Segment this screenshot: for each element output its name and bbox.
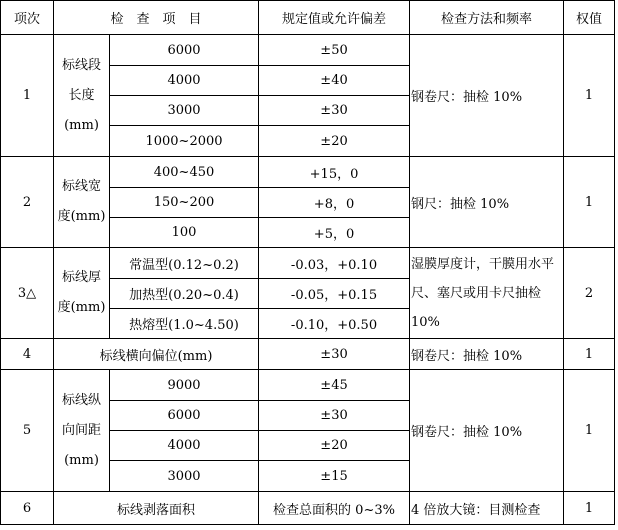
table-row: [1, 35, 615, 66]
sub-item: 常温型(0.12~0.2): [110, 248, 259, 279]
sub-spec: ±30: [259, 96, 410, 126]
sub-spec: ±40: [259, 66, 410, 96]
row-index: 5: [1, 370, 54, 492]
row-weight: 1: [564, 492, 615, 525]
row-weight: 1: [564, 35, 615, 157]
row-method: 钢卷尺：抽检 10%: [410, 339, 564, 370]
table-row: [1, 248, 615, 279]
row-index: 3△: [1, 248, 54, 339]
row-spec: ±30: [259, 339, 410, 370]
sub-spec: ±15: [259, 461, 410, 492]
sub-item: 4000: [110, 66, 259, 96]
row-spec: 检查总面积的 0~3%: [259, 492, 410, 525]
row-weight: 2: [564, 248, 615, 339]
sub-spec: ±50: [259, 35, 410, 66]
sub-spec: ±20: [259, 126, 410, 157]
row-method: 4 倍放大镜：目测检查: [410, 492, 564, 525]
sub-spec: -0.05，+0.15: [259, 279, 410, 309]
row-weight: 1: [564, 370, 615, 492]
sub-item: 3000: [110, 461, 259, 492]
sub-item: 4000: [110, 431, 259, 461]
sub-item: 6000: [110, 401, 259, 431]
sub-item: 6000: [110, 35, 259, 66]
row-name: 标线横向偏位(mm): [54, 339, 259, 370]
sub-spec: -0.03，+0.10: [259, 248, 410, 279]
header-index: 项次: [1, 1, 54, 35]
table-row: [1, 339, 615, 370]
sub-spec: ±20: [259, 431, 410, 461]
row-index: 6: [1, 492, 54, 525]
sub-item: 3000: [110, 96, 259, 126]
row-index: 1: [1, 35, 54, 157]
sub-item: 1000~2000: [110, 126, 259, 157]
row-name: 标线宽度(mm): [54, 157, 110, 248]
sub-item: 100: [110, 218, 259, 248]
sub-spec: +15，0: [259, 157, 410, 188]
row-name: 标线剥落面积: [54, 492, 259, 525]
row-weight: 1: [564, 157, 615, 248]
sub-item: 150~200: [110, 188, 259, 218]
sub-item: 9000: [110, 370, 259, 401]
header-item: 检 查 项 目: [54, 1, 259, 35]
sub-item: 加热型(0.20~0.4): [110, 279, 259, 309]
table-row: [1, 370, 615, 401]
row-method: 钢卷尺：抽检 10%: [410, 370, 564, 492]
row-name: 标线纵向间距(mm): [54, 370, 110, 492]
row-weight: 1: [564, 339, 615, 370]
table-row: [1, 492, 615, 525]
sub-spec: ±45: [259, 370, 410, 401]
sub-spec: -0.10，+0.50: [259, 309, 410, 339]
header-weight: 权值: [564, 1, 615, 35]
row-method: 钢卷尺：抽检 10%: [410, 35, 564, 157]
header-method: 检查方法和频率: [410, 1, 564, 35]
table-row: [1, 157, 615, 188]
row-method: 钢尺：抽检 10%: [410, 157, 564, 248]
row-index: 2: [1, 157, 54, 248]
header-spec: 规定值或允许偏差: [259, 1, 410, 35]
sub-item: 热熔型(1.0~4.50): [110, 309, 259, 339]
sub-spec: +8，0: [259, 188, 410, 218]
sub-item: 400~450: [110, 157, 259, 188]
sub-spec: +5，0: [259, 218, 410, 248]
header-row: [1, 1, 615, 35]
row-name: 标线厚度(mm): [54, 248, 110, 339]
row-name: 标线段长度(mm): [54, 35, 110, 157]
row-index: 4: [1, 339, 54, 370]
row-method: 湿膜厚度计，干膜用水平尺、塞尺或用卡尺抽检 10%: [410, 248, 564, 339]
sub-spec: ±30: [259, 401, 410, 431]
